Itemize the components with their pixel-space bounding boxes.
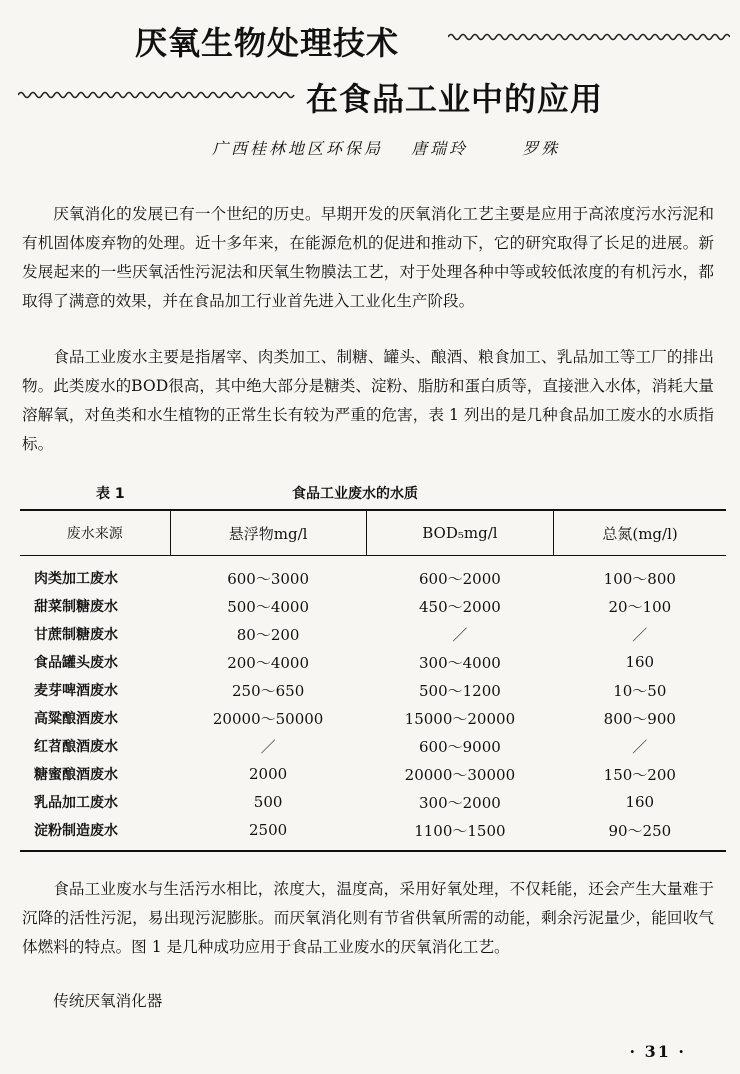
affiliation: 广西桂林地区环保局 [212, 139, 384, 158]
section-heading: 传统厌氧消化器 [53, 992, 163, 1010]
table-cell: 80～200 [236, 625, 300, 644]
table-cell: 800～900 [603, 709, 676, 728]
table-row [20, 676, 726, 704]
table-row [20, 620, 726, 648]
title-line-2: 在食品工业中的应用 [306, 80, 604, 118]
table-cell: 300～2000 [418, 793, 501, 812]
table-cell: 2000 [249, 765, 288, 783]
table-cell: 150～200 [603, 765, 676, 784]
paragraph: 食品工业废水与生活污水相比，浓度大，温度高，采用好氧处理，不仅耗能，还会产生大量难于沉降的活性污泥，易出现污泥膨胀。而厌氧消化则有节省供氧所需的动能，剩余污泥量少，能回收气体燃料的特点。图 1 是几种成功应用于食品工业废水的厌氧消化工艺。 [22, 880, 714, 956]
byline [212, 136, 560, 159]
wastewater-source-cell: 食品罐头废水 [34, 655, 118, 671]
table-row [20, 704, 726, 732]
table-cell: 2500 [170, 816, 366, 851]
wastewater-source-cell: 甘蔗制糖废水 [34, 627, 118, 643]
table-cell: 10～50 [613, 681, 667, 700]
column-header: 总氮(mg/l) [554, 510, 726, 556]
table-row [20, 556, 726, 593]
column-header: 悬浮物mg/l [170, 510, 366, 556]
table-cell: 600～3000 [227, 569, 310, 588]
table-cell: 20000～30000 [404, 765, 516, 784]
table-cell: 500～4000 [227, 597, 310, 616]
table-cell: ／ [260, 737, 276, 756]
table-row [20, 648, 726, 676]
column-header: 废水来源 [20, 510, 170, 556]
table-label: 表 1 [96, 486, 125, 502]
table-cell: 600～2000 [418, 569, 501, 588]
table-row [20, 816, 726, 851]
wastewater-quality-table [20, 509, 726, 852]
author: 罗殊 [522, 139, 561, 158]
table-cell: 450～2000 [418, 597, 501, 616]
table-cell: 20000～50000 [212, 709, 324, 728]
wastewater-source-cell: 红苕酿酒废水 [34, 739, 118, 755]
table-cell: 100～800 [603, 569, 676, 588]
table-cell: 500～1200 [418, 681, 501, 700]
table-cell: 500 [253, 793, 283, 811]
table-row [20, 592, 726, 620]
table-cell: ／ [632, 737, 648, 756]
paragraph: 厌氧消化的发展已有一个世纪的历史。早期开发的厌氧消化工艺主要是应用于高浓度污水污泥和有机固体废弃物的处理。近十多年来，在能源危机的促进和推动下，它的研究取得了长足的进展。新发展起来的一些厌氧活性污泥法和厌氧生物膜法工艺，对于处理各种中等或较低浓度的有机污水，都取得了满意的效果，并在食品加工行业首先进入工业化生产阶段。 [22, 205, 714, 310]
wastewater-source-cell: 肉类加工废水 [34, 571, 118, 587]
table-caption [22, 481, 722, 505]
table-row [20, 788, 726, 816]
author: 唐瑞玲 [411, 139, 469, 158]
table-cell: 20～100 [608, 597, 672, 616]
table-cell: 600～9000 [418, 737, 501, 756]
paragraph: 食品工业废水主要是指屠宰、肉类加工、制糖、罐头、酿酒、粮食加工、乳品加工等工厂的排出物。此类废水的BOD很高，其中绝大部分是糖类、淀粉、脂肪和蛋白质等，直接泄入水体，消耗大量溶解氧，对鱼类和水生植物的正常生长有较为严重的危害，表 1 列出的是几种食品加工废水的水质指标。 [22, 348, 714, 453]
table-cell: 160 [625, 653, 655, 671]
wastewater-source-cell: 麦芽啤酒废水 [34, 683, 118, 699]
table-cell: 160 [625, 793, 655, 811]
page-number: · 31 · [629, 1042, 686, 1061]
table-cell: 15000～20000 [404, 709, 516, 728]
decorative-rule [18, 90, 296, 100]
wastewater-source-cell: 甜菜制糖废水 [34, 599, 118, 615]
table-title: 食品工业废水的水质 [292, 486, 418, 502]
wastewater-source-cell: 淀粉制造废水 [20, 816, 170, 851]
wastewater-source-cell: 糖蜜酿酒废水 [34, 767, 118, 783]
table-cell: 1100～1500 [366, 816, 553, 851]
column-header: BOD₅mg/l [366, 510, 553, 556]
table-row [20, 760, 726, 788]
wastewater-source-cell: 乳品加工废水 [34, 795, 118, 811]
wastewater-source-cell: 高粱酿酒废水 [34, 711, 118, 727]
title-line-1: 厌氧生物处理技术 [135, 24, 400, 62]
table-cell: 300～4000 [418, 653, 501, 672]
table-cell: ／ [632, 625, 648, 644]
table-row [20, 732, 726, 760]
table-cell: ／ [452, 625, 468, 644]
table-body [20, 556, 726, 852]
table-cell: 200～4000 [227, 653, 310, 672]
table-cell: 90～250 [554, 816, 726, 851]
table-header-row [20, 510, 726, 556]
table-cell: 250～650 [231, 681, 305, 700]
decorative-rule [448, 32, 730, 42]
